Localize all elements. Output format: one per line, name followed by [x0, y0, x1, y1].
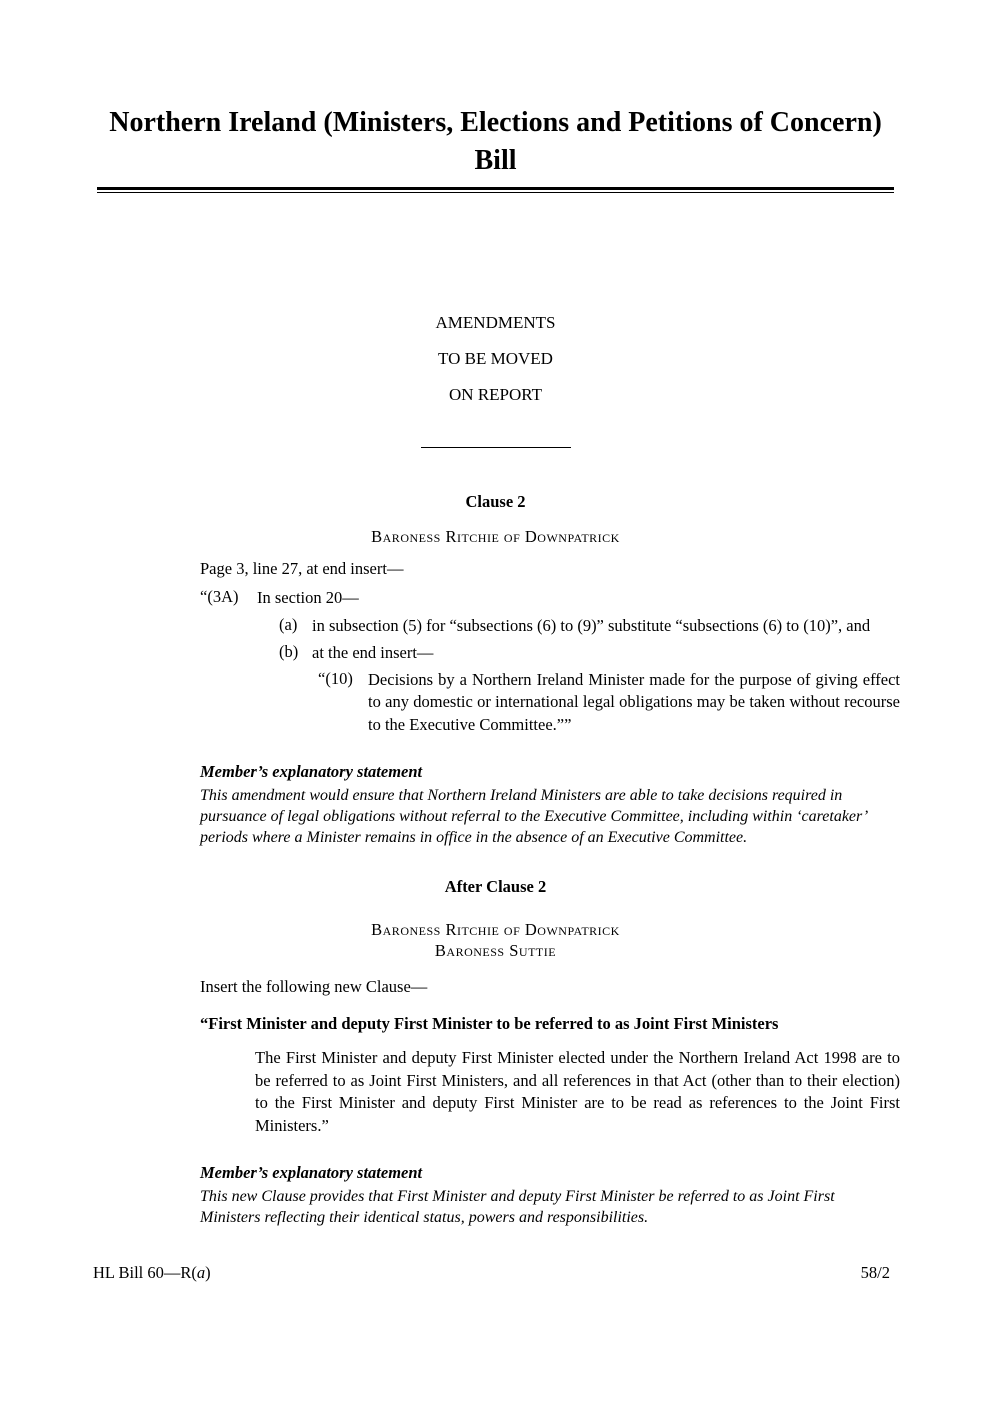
- after-clause2-sponsors: [0, 919, 991, 961]
- amendments-line-2: TO BE MOVED: [438, 349, 553, 368]
- after-clause2-sponsor-1: Baroness Ritchie of Downpatrick: [371, 920, 620, 939]
- amendments-line-3: ON REPORT: [449, 385, 542, 404]
- after-clause2-heading: After Clause 2: [444, 877, 547, 896]
- section-divider: [421, 447, 571, 448]
- after-clause2-sponsor-2: Baroness Suttie: [434, 941, 557, 960]
- after-clause2-explanatory-heading: Member’s explanatory statement: [200, 1163, 423, 1182]
- after-clause2-instruction: Insert the following new Clause—: [200, 977, 428, 996]
- subsection-10-text: Decisions by a Northern Ireland Minister made for the purpose of giving effect to any domestic or international legal obligations may be taken without recourse to the Executive Committee.””: [368, 669, 900, 734]
- item-a-label: (a): [279, 614, 298, 634]
- after-clause2-explanatory-text: This new Clause provides that First Minister and deputy First Minister be referred to as Joint First Ministers reflecting their identical status, powers and responsibilities.: [200, 1188, 835, 1226]
- footer-bill-number-prefix: HL Bill 60—R(: [93, 1263, 197, 1282]
- amendments-line-1: AMENDMENTS: [435, 313, 556, 332]
- subsection-3a: [200, 587, 900, 610]
- clause2-instruction: Page 3, line 27, at end insert—: [200, 559, 404, 578]
- subsection-10: [318, 669, 900, 737]
- item-a: [279, 615, 900, 638]
- subsection-3a-text: In section 20—: [257, 588, 359, 607]
- new-clause-title: “First Minister and deputy First Minister to be referred to as Joint First Ministers: [200, 1014, 779, 1033]
- clause2-explanatory-text: This amendment would ensure that Northern Ireland Ministers are able to take decisions required in pursuance of legal obligations without referral to the Executive Committee, including within ‘caretaker’ periods where a Minister remains in office in the absence of an Executive Committee.: [200, 787, 867, 846]
- footer-session-number: 58/2: [860, 1263, 890, 1282]
- page-title: Northern Ireland (Ministers, Elections and Petitions of Concern) Bill: [109, 107, 882, 176]
- footer-bill-number-suffix: ): [205, 1263, 211, 1282]
- amendments-header: [0, 305, 991, 413]
- clause2-heading: Clause 2: [465, 492, 526, 511]
- clause2-explanatory-heading: Member’s explanatory statement: [200, 762, 423, 781]
- item-a-text: in subsection (5) for “subsections (6) to (9)” substitute “subsections (6) to (10)”, and: [312, 615, 871, 635]
- title-rule: [97, 187, 894, 193]
- item-b-text: at the end insert—: [312, 643, 434, 662]
- item-b: [279, 642, 900, 665]
- footer-bill-number: [93, 1263, 211, 1283]
- footer-bill-number-italic: a: [196, 1263, 206, 1282]
- clause2-sponsor: Baroness Ritchie of Downpatrick: [371, 527, 620, 546]
- new-clause-text: The First Minister and deputy First Minister elected under the Northern Ireland Act 1998 are to be referred to as Joint First Ministers, and all references in that Act (other than to their election) to the First Minister and deputy First Minister are to be read as references to the Joint First Ministers.”: [255, 1048, 900, 1135]
- subsection-3a-label: “(3A): [200, 587, 239, 606]
- item-b-label: (b): [279, 642, 299, 661]
- page-footer: [93, 1263, 890, 1283]
- subsection-10-label: “(10): [318, 668, 353, 688]
